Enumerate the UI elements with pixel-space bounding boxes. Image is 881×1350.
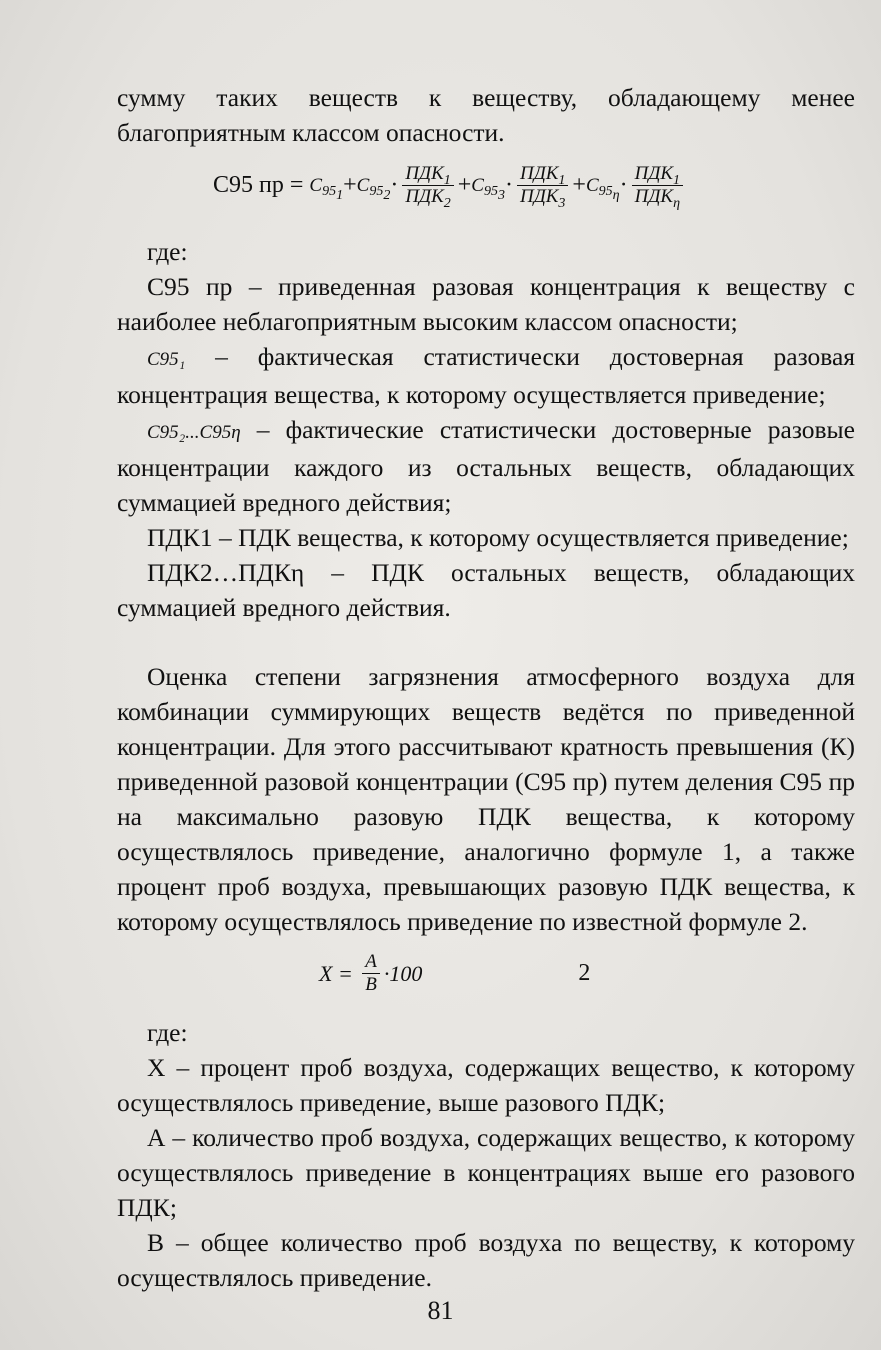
paragraph-assessment: Оценка степени загрязнения атмосферного воздуха для комбинации суммирующих веществ ведётся по приведенной концентрации. Для этого рассчитывают кратность превышения (К) приведенной разовой концентрации (С95 пр) путем деления С95 пр на максимально разовую ПДК вещества, к которому осуществлялось приведение, аналогично формуле 1, а также процент проб воздуха, превышающих разовую ПДК вещества, к которому осуществлялось приведение по известной формуле 2. — [117, 662, 855, 936]
formula-2: X = $\frac{A}{B}$ ·100 2 — [319, 950, 591, 995]
formula-2-number: 2 — [578, 959, 591, 986]
fraction-pdk1-pdketa: $\frac{ПДК_1}{ПДК_\eta}$ — [632, 163, 683, 208]
where-label-2: где: — [147, 1018, 188, 1047]
formula-1-lhs: С95 пр = — [213, 171, 304, 198]
formula-2-lhs: X = — [319, 960, 353, 986]
definition-a: А – количество проб воздуха, содержащих вещество, к которому осуществлялось приведение в концентрациях выше его разового ПДК; — [117, 1123, 855, 1222]
definition-c95pr: С95 пр – приведенная разовая концентрация к веществу с наиболее неблагоприятным высоким классом опасности; — [117, 272, 855, 336]
formula-1: С95 пр = $C_{95_1}$ + $C_{95_2}$ · $\frac{ПДК_1}{ПДК_2}$ + $C_{95_3}$ · $\frac{ПДК_1}{ПДК_3}$ + $C_{95_\eta}$ · $\frac{ПДК_1}{ПДК_\eta}$ — [117, 156, 855, 214]
definition-pdk1: ПДК1 – ПДК вещества, к которому осуществляется приведение; — [147, 523, 849, 552]
definition-x: Х – процент проб воздуха, содержащих вещество, к которому осуществлялось приведение, выше разового ПДК; — [117, 1053, 855, 1117]
definition-c95-1: C95₁ – фактическая статистически достоверная разовая концентрация вещества, к которому осуществляется приведение; — [117, 342, 855, 409]
fraction-a-b: $\frac{A}{B}$ — [362, 951, 380, 996]
page-number: 81 — [427, 1296, 454, 1325]
paragraph-intro: сумму таких веществ к веществу, обладающему менее благоприятным классом опасности. — [117, 83, 855, 147]
fraction-pdk1-pdk3: $\frac{ПДК_1}{ПДК_3}$ — [517, 163, 568, 208]
definition-pdk2-eta: ПДК2…ПДКη – ПДК остальных веществ, обладающих суммацией вредного действия. — [117, 558, 855, 622]
definition-b: В – общее количество проб воздуха по веществу, к которому осуществлялось приведение. — [117, 1228, 855, 1292]
where-label-1: где: — [147, 237, 188, 266]
fraction-pdk1-pdk2: $\frac{ПДК_1}{ПДК_2}$ — [402, 163, 453, 208]
page-content — [117, 80, 855, 1295]
definition-c95-2-eta: C95₂...C95η – фактические статистически достоверные разовые концентрации каждого из остальных веществ, обладающих суммацией вредного действия; — [117, 415, 855, 517]
